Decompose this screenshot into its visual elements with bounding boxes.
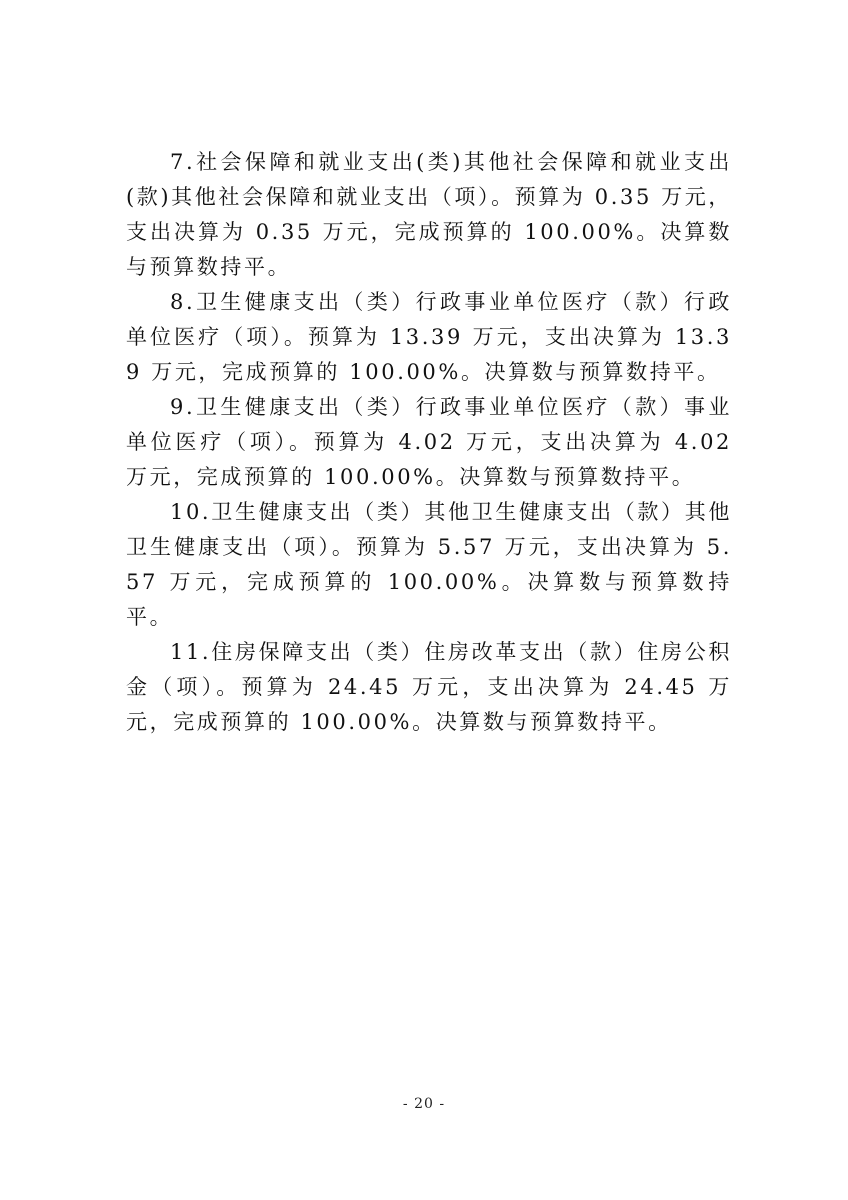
- paragraph-item-11: 11.住房保障支出（类）住房改革支出（款）住房公积金（项）。预算为 24.45 万元，支出决算为 24.45 万元，完成预算的 100.00%。决算数与预算数持平。: [126, 640, 732, 734]
- paragraph-item-7: 7.社会保障和就业支出(类)其他社会保障和就业支出(款)其他社会保障和就业支出（项）。预算为 0.35 万元，支出决算为 0.35 万元，完成预算的 100.00%。决算数与预算数持平。: [126, 150, 732, 279]
- paragraph-item-8: 8.卫生健康支出（类）行政事业单位医疗（款）行政单位医疗（项）。预算为 13.39 万元，支出决算为 13.39 万元，完成预算的 100.00%。决算数与预算数持平。: [126, 290, 732, 384]
- document-body: [126, 145, 732, 740]
- paragraph-item-9: 9.卫生健康支出（类）行政事业单位医疗（款）事业单位医疗（项）。预算为 4.02 万元，支出决算为 4.02 万元，完成预算的 100.00%。决算数与预算数持平。: [126, 395, 732, 489]
- page-number: - 20 -: [402, 1096, 446, 1112]
- paragraph-item-10: 10.卫生健康支出（类）其他卫生健康支出（款）其他卫生健康支出（项）。预算为 5.57 万元，支出决算为 5.57 万元，完成预算的 100.00%。决算数与预算数持平。: [126, 500, 732, 629]
